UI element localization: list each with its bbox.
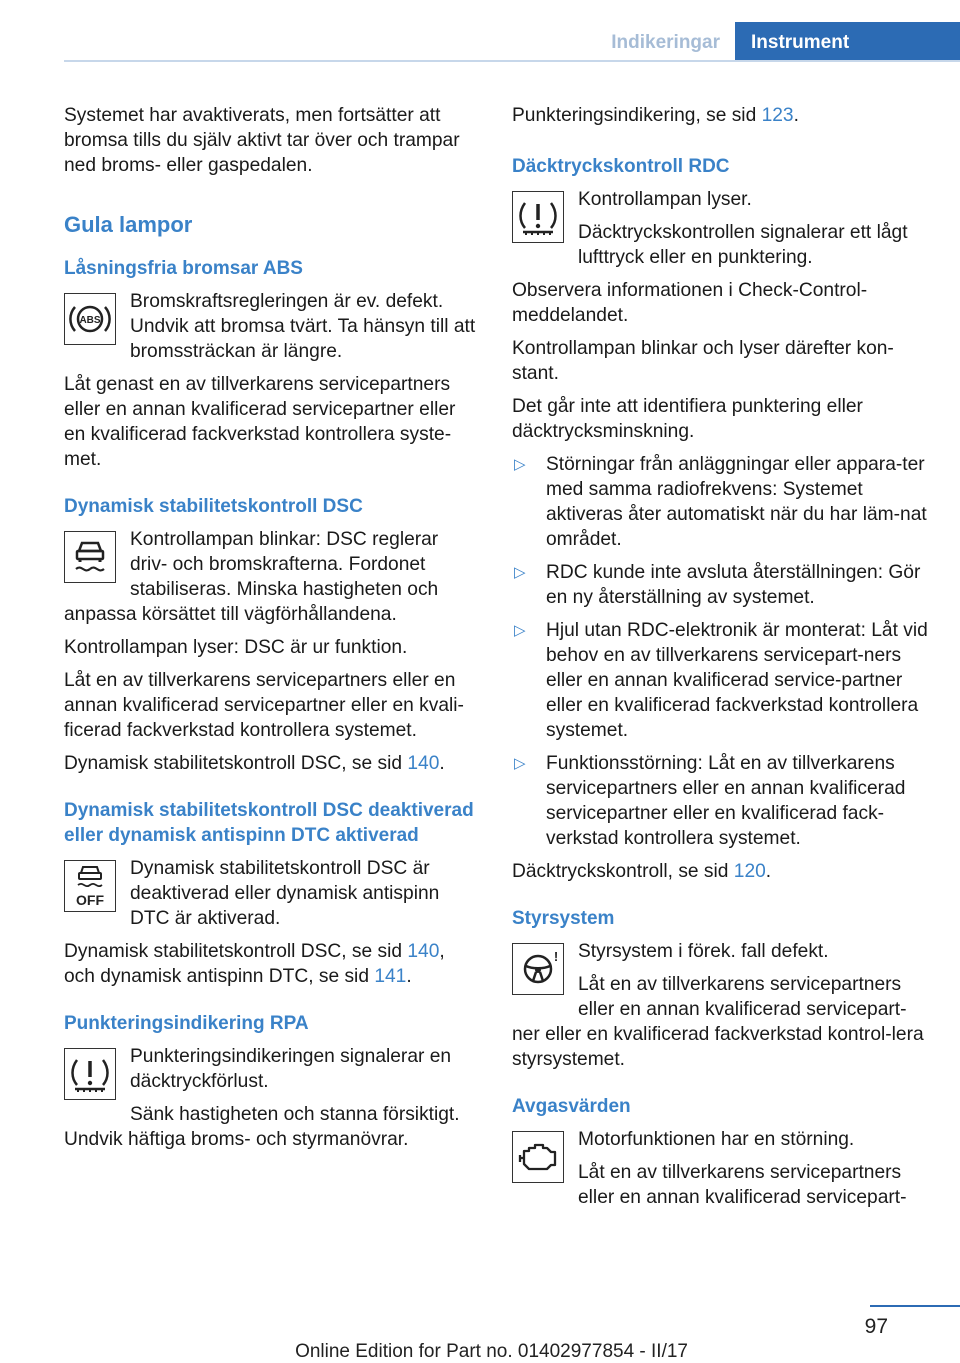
rpa-text-1: Punkteringsindikeringen signalerar en däcktryckförlust. bbox=[130, 1046, 452, 1092]
section-title: Gula lampor bbox=[64, 212, 193, 237]
list-item: ▷ RDC kunde inte avsluta återställningen: Gör en ny återställning av systemet. bbox=[514, 562, 921, 608]
rpa-heading: Punkteringsindikering RPA bbox=[64, 1013, 309, 1034]
triangle-bullet-icon: ▷ bbox=[514, 456, 526, 473]
dsc-icon bbox=[64, 531, 116, 583]
dsc-block bbox=[64, 527, 479, 627]
rdc-block bbox=[512, 187, 932, 278]
page-header bbox=[64, 22, 960, 62]
steering-heading: Styrsystem bbox=[512, 908, 615, 929]
page-link[interactable]: 140 bbox=[407, 941, 440, 962]
dsc-off-block bbox=[64, 856, 479, 939]
header-divider bbox=[64, 60, 960, 62]
rdc-heading: Däcktryckskontroll RDC bbox=[512, 156, 730, 177]
chapter-tab: Instrument bbox=[735, 22, 960, 62]
page-link[interactable]: 141 bbox=[374, 966, 407, 987]
dsc-off-reference: Dynamisk stabilitetskontroll DSC, se sid 140, och dynamisk antispinn DTC, se sid 141. bbox=[64, 941, 445, 987]
abs-heading: Låsningsfria bromsar ABS bbox=[64, 258, 303, 279]
rdc-text-5: Det går inte att identifiera punktering eller däcktrycksminskning. bbox=[512, 396, 863, 442]
rdc-text-2: Däcktryckskontrollen signalerar ett lågt lufttryck eller en punktering. bbox=[578, 222, 908, 268]
rdc-text-3: Observera informationen i Check-Control-meddelandet. bbox=[512, 280, 868, 326]
rpa-reference: Punkteringsindikering, se sid 123. bbox=[512, 105, 799, 126]
abs-block bbox=[64, 289, 479, 372]
abs-warning-icon bbox=[64, 293, 116, 345]
right-column bbox=[512, 103, 932, 1218]
emissions-heading: Avgasvärden bbox=[512, 1096, 631, 1117]
dsc-off-heading: Dynamisk stabilitetskontroll DSC deaktiverad eller dynamisk antispinn DTC aktiverad bbox=[64, 800, 474, 846]
footer-divider bbox=[870, 1305, 960, 1307]
list-item: ▷ Störningar från anläggningar eller appara-ter med samma radiofrekvens: Systemet aktiveras åter automatiskt när du har läm-nat området. bbox=[514, 454, 927, 550]
rpa-block bbox=[64, 1044, 479, 1094]
triangle-bullet-icon: ▷ bbox=[514, 755, 526, 772]
svg-text:!: ! bbox=[553, 949, 559, 964]
page-link[interactable]: 123 bbox=[761, 105, 794, 126]
triangle-bullet-icon: ▷ bbox=[514, 564, 526, 581]
list-item: ▷ Hjul utan RDC-elektronik är monterat: Låt vid behov en av tillverkarens servicepart-ners eller en annan kvalificerad service-partner eller en kvalificerad fackverkstad kontrollera systemet. bbox=[514, 620, 928, 741]
svg-text:OFF: OFF bbox=[76, 892, 104, 908]
page-link[interactable]: 120 bbox=[733, 861, 766, 882]
steering-text-2: Låt en av tillverkarens servicepartners eller en annan kvalificerad servicepart-ner eller en kvalificerad fackverkstad kontrol-lera styrsystemet. bbox=[512, 974, 924, 1070]
rdc-text-1: Kontrollampan lyser. bbox=[578, 189, 752, 210]
steering-block bbox=[512, 939, 932, 1072]
rdc-text-4: Kontrollampan blinkar och lyser därefter kon-stant. bbox=[512, 338, 894, 384]
abs-text-1: Bromskraftsregleringen är ev. defekt. Undvik att bromsa tvärt. Ta hänsyn till att bromssträckan är längre. bbox=[130, 291, 476, 362]
svg-text:ABS: ABS bbox=[79, 315, 101, 326]
emissions-text-2: Låt en av tillverkarens servicepartners eller en annan kvalificerad servicepart- bbox=[578, 1162, 907, 1208]
emissions-block bbox=[512, 1127, 932, 1210]
dsc-off-text-1: Dynamisk stabilitetskontroll DSC är deaktiverad eller dynamisk antispinn DTC är aktiverad. bbox=[130, 858, 440, 929]
triangle-bullet-icon: ▷ bbox=[514, 622, 526, 639]
rdc-bullet-list bbox=[512, 452, 932, 851]
rdc-reference: Däcktryckskontroll, se sid 120. bbox=[512, 861, 772, 882]
emissions-text-1: Motorfunktionen har en störning. bbox=[578, 1129, 855, 1150]
dsc-heading: Dynamisk stabilitetskontroll DSC bbox=[64, 496, 363, 517]
steering-text-1: Styrsystem i förek. fall defekt. bbox=[578, 941, 829, 962]
engine-icon bbox=[512, 1131, 564, 1183]
dsc-reference: Dynamisk stabilitetskontroll DSC, se sid 140. bbox=[64, 753, 445, 774]
page-number: 97 bbox=[864, 1315, 888, 1338]
rpa-text-2: Sänk hastigheten och stanna försiktigt. Undvik häftiga broms- och styrmanövrar. bbox=[64, 1104, 460, 1150]
dsc-text-2: Kontrollampan lyser: DSC är ur funktion. bbox=[64, 637, 408, 658]
page-link[interactable]: 140 bbox=[407, 753, 440, 774]
left-column bbox=[64, 103, 479, 1160]
edition-text: Online Edition for Part no. 01402977854 - II/17 bbox=[295, 1341, 688, 1362]
dsc-text-3: Låt en av tillverkarens servicepartners eller en annan kvalificerad servicepartner eller en kvali-ficerad fackverkstad kontrollera systemet. bbox=[64, 670, 464, 741]
abs-text-2: Låt genast en av tillverkarens servicepartners eller en annan kvalificerad servicepartner eller en kvalificerad fackverkstad kontrollera syste-met. bbox=[64, 374, 456, 470]
tire-pressure-icon bbox=[64, 1048, 116, 1100]
intro-text: Systemet har avaktiverats, men fortsätter att bromsa tills du själv aktivt tar över och trampar ned broms- eller gaspedalen. bbox=[64, 105, 460, 176]
list-item: ▷ Funktionsstörning: Låt en av tillverkarens servicepartners eller en annan kvalificerad servicepartner eller en kvalificerad fack-verkstad kontrollera systemet. bbox=[514, 753, 906, 849]
tire-pressure-icon bbox=[512, 191, 564, 243]
section-tab: Indikeringar bbox=[611, 32, 720, 53]
dsc-off-icon bbox=[64, 860, 116, 912]
dsc-text-1: Kontrollampan blinkar: DSC reglerar driv- och bromskrafterna. Fordonet stabiliseras. Minska hastigheten och anpassa körsättet till vägförhållandena. bbox=[64, 529, 439, 625]
steering-icon bbox=[512, 943, 564, 995]
